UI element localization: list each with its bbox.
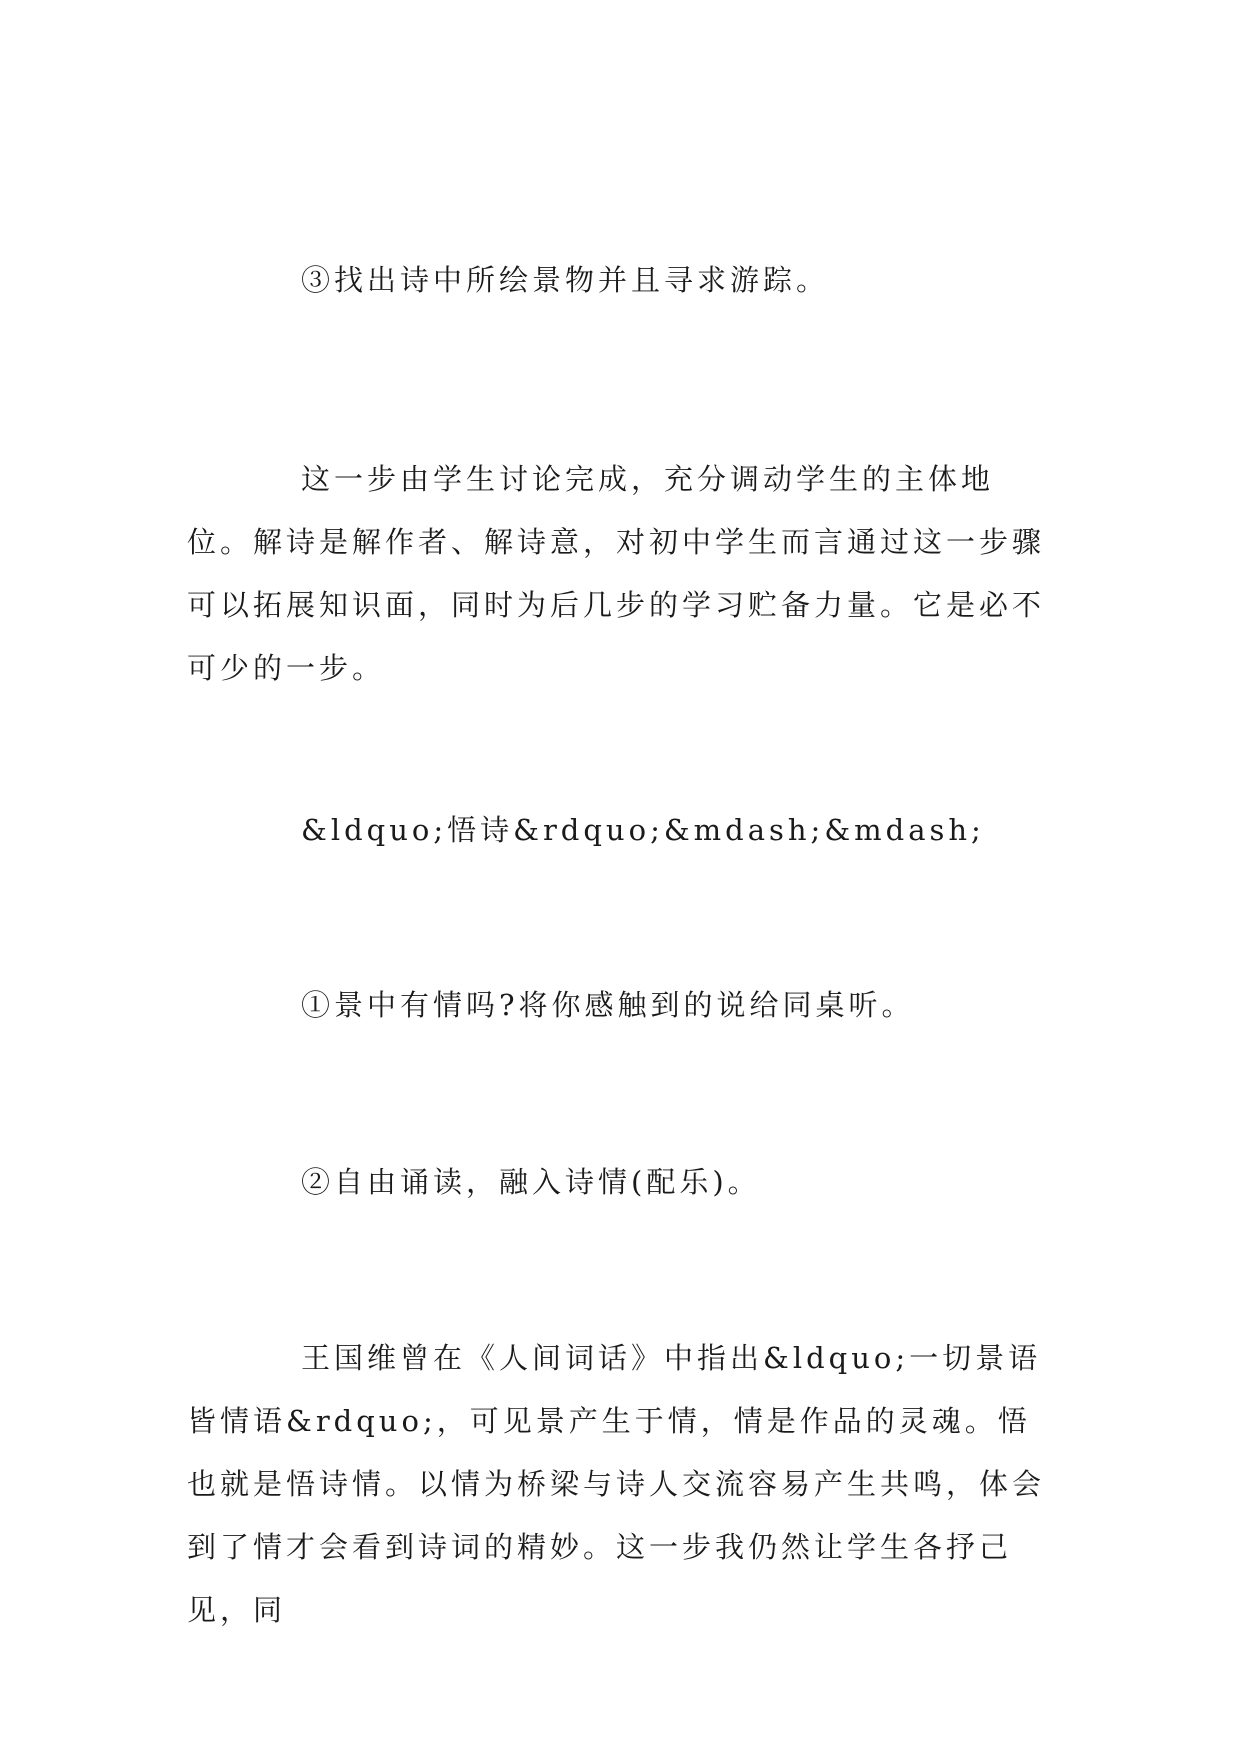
paragraph-emotion-in-scenery: ①景中有情吗?将你感触到的说给同桌听。 xyxy=(301,988,915,1022)
paragraph-find-scenery: ③找出诗中所绘景物并且寻求游踪。 xyxy=(301,263,830,297)
paragraph-wu-shi-heading: &ldquo;悟诗&rdquo;&mdash;&mdash; xyxy=(301,813,985,847)
paragraph-free-recitation: ②自由诵读，融入诗情(配乐)。 xyxy=(301,1165,761,1199)
paragraph-discussion: 这一步由学生讨论完成，充分调动学生的主体地位。解诗是解作者、解诗意，对初中学生而言通过这一步骤可以拓展知识面，同时为后几步的学习贮备力量。它是必不可少的一步。 xyxy=(187,462,1046,685)
paragraph-wang-guowei: 王国维曾在《人间词话》中指出&ldquo;一切景语皆情语&rdquo;，可见景产生于情，情是作品的灵魂。悟也就是悟诗情。以情为桥梁与诗人交流容易产生共鸣，体会到了情才会看到诗词的精妙。这一步我仍然让学生各抒己见，同 xyxy=(187,1341,1046,1627)
